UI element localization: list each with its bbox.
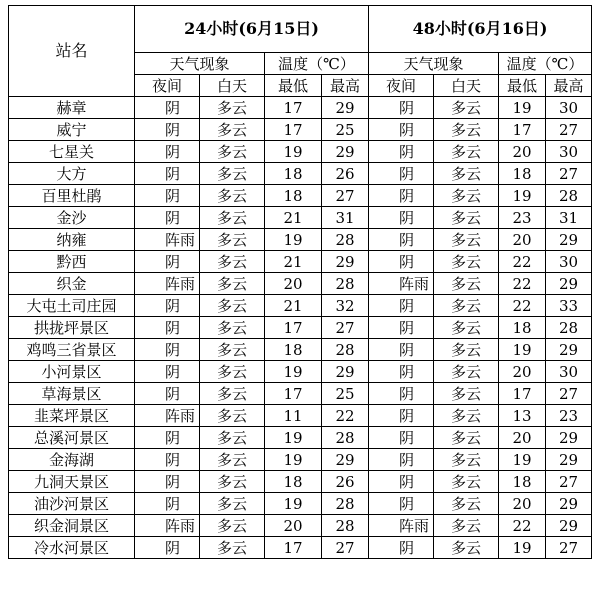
station-name: 韭菜坪景区 bbox=[9, 405, 135, 427]
night-weather-48h: 阴 bbox=[369, 339, 434, 361]
max-temp-24h: 27 bbox=[322, 185, 369, 207]
header-station: 站名 bbox=[9, 6, 135, 97]
min-temp-48h: 20 bbox=[499, 229, 546, 251]
day-weather-48h: 多云 bbox=[434, 361, 499, 383]
night-weather-48h: 阴 bbox=[369, 207, 434, 229]
header-night-24h: 夜间 bbox=[135, 75, 200, 97]
table-row bbox=[9, 493, 592, 515]
day-weather-24h: 多云 bbox=[200, 515, 265, 537]
station-name: 油沙河景区 bbox=[9, 493, 135, 515]
table-row bbox=[9, 515, 592, 537]
night-weather-48h: 阴 bbox=[369, 119, 434, 141]
station-name: 鸡鸣三省景区 bbox=[9, 339, 135, 361]
min-temp-24h: 21 bbox=[265, 295, 322, 317]
header-weather-48h: 天气现象 bbox=[369, 53, 499, 75]
station-name: 冷水河景区 bbox=[9, 537, 135, 559]
night-weather-24h: 阴 bbox=[135, 449, 200, 471]
night-weather-24h: 阴 bbox=[135, 383, 200, 405]
min-temp-48h: 19 bbox=[499, 97, 546, 119]
min-temp-24h: 18 bbox=[265, 163, 322, 185]
max-temp-48h: 29 bbox=[546, 449, 592, 471]
night-weather-48h: 阴 bbox=[369, 185, 434, 207]
header-weather-24h: 天气现象 bbox=[135, 53, 265, 75]
min-temp-24h: 20 bbox=[265, 273, 322, 295]
min-temp-48h: 18 bbox=[499, 317, 546, 339]
day-weather-24h: 多云 bbox=[200, 471, 265, 493]
station-name: 大方 bbox=[9, 163, 135, 185]
table-row bbox=[9, 163, 592, 185]
header-period-24h: 24小时(6月15日) bbox=[135, 6, 369, 53]
day-weather-24h: 多云 bbox=[200, 449, 265, 471]
min-temp-48h: 19 bbox=[499, 449, 546, 471]
night-weather-48h: 阵雨 bbox=[369, 515, 434, 537]
night-weather-24h: 阴 bbox=[135, 163, 200, 185]
day-weather-48h: 多云 bbox=[434, 185, 499, 207]
day-weather-24h: 多云 bbox=[200, 339, 265, 361]
station-name: 总溪河景区 bbox=[9, 427, 135, 449]
station-name: 九洞天景区 bbox=[9, 471, 135, 493]
min-temp-48h: 23 bbox=[499, 207, 546, 229]
night-weather-24h: 阵雨 bbox=[135, 405, 200, 427]
day-weather-24h: 多云 bbox=[200, 251, 265, 273]
min-temp-48h: 19 bbox=[499, 339, 546, 361]
day-weather-48h: 多云 bbox=[434, 163, 499, 185]
min-temp-48h: 22 bbox=[499, 295, 546, 317]
station-name: 拱拢坪景区 bbox=[9, 317, 135, 339]
min-temp-48h: 13 bbox=[499, 405, 546, 427]
night-weather-48h: 阴 bbox=[369, 251, 434, 273]
min-temp-48h: 17 bbox=[499, 383, 546, 405]
night-weather-24h: 阴 bbox=[135, 537, 200, 559]
day-weather-48h: 多云 bbox=[434, 207, 499, 229]
day-weather-24h: 多云 bbox=[200, 229, 265, 251]
min-temp-24h: 18 bbox=[265, 185, 322, 207]
night-weather-24h: 阵雨 bbox=[135, 273, 200, 295]
night-weather-48h: 阴 bbox=[369, 317, 434, 339]
night-weather-48h: 阴 bbox=[369, 537, 434, 559]
table-row bbox=[9, 119, 592, 141]
day-weather-48h: 多云 bbox=[434, 229, 499, 251]
day-weather-24h: 多云 bbox=[200, 207, 265, 229]
night-weather-48h: 阴 bbox=[369, 427, 434, 449]
table-row bbox=[9, 405, 592, 427]
max-temp-24h: 29 bbox=[322, 361, 369, 383]
max-temp-48h: 29 bbox=[546, 515, 592, 537]
table-row bbox=[9, 185, 592, 207]
table-row bbox=[9, 471, 592, 493]
max-temp-24h: 29 bbox=[322, 449, 369, 471]
header-max-48h: 最高 bbox=[546, 75, 592, 97]
table-row bbox=[9, 295, 592, 317]
day-weather-48h: 多云 bbox=[434, 317, 499, 339]
day-weather-48h: 多云 bbox=[434, 119, 499, 141]
station-name: 赫章 bbox=[9, 97, 135, 119]
night-weather-24h: 阴 bbox=[135, 97, 200, 119]
max-temp-24h: 26 bbox=[322, 163, 369, 185]
night-weather-48h: 阴 bbox=[369, 493, 434, 515]
max-temp-48h: 27 bbox=[546, 119, 592, 141]
min-temp-48h: 20 bbox=[499, 141, 546, 163]
table-row bbox=[9, 97, 592, 119]
day-weather-48h: 多云 bbox=[434, 273, 499, 295]
night-weather-24h: 阴 bbox=[135, 251, 200, 273]
min-temp-24h: 19 bbox=[265, 361, 322, 383]
day-weather-24h: 多云 bbox=[200, 317, 265, 339]
header-min-48h: 最低 bbox=[499, 75, 546, 97]
night-weather-24h: 阴 bbox=[135, 339, 200, 361]
station-name: 纳雍 bbox=[9, 229, 135, 251]
min-temp-24h: 18 bbox=[265, 339, 322, 361]
day-weather-48h: 多云 bbox=[434, 405, 499, 427]
night-weather-24h: 阴 bbox=[135, 427, 200, 449]
max-temp-24h: 27 bbox=[322, 537, 369, 559]
max-temp-48h: 28 bbox=[546, 317, 592, 339]
day-weather-24h: 多云 bbox=[200, 273, 265, 295]
table-body bbox=[9, 97, 592, 559]
header-temperature-48h: 温度（℃） bbox=[499, 53, 592, 75]
day-weather-48h: 多云 bbox=[434, 515, 499, 537]
max-temp-48h: 27 bbox=[546, 537, 592, 559]
max-temp-48h: 30 bbox=[546, 361, 592, 383]
table-row bbox=[9, 427, 592, 449]
day-weather-48h: 多云 bbox=[434, 251, 499, 273]
max-temp-48h: 27 bbox=[546, 163, 592, 185]
max-temp-48h: 30 bbox=[546, 141, 592, 163]
table-row bbox=[9, 537, 592, 559]
min-temp-48h: 22 bbox=[499, 273, 546, 295]
night-weather-48h: 阴 bbox=[369, 449, 434, 471]
min-temp-24h: 18 bbox=[265, 471, 322, 493]
max-temp-24h: 25 bbox=[322, 383, 369, 405]
max-temp-24h: 22 bbox=[322, 405, 369, 427]
station-name: 金沙 bbox=[9, 207, 135, 229]
min-temp-24h: 19 bbox=[265, 493, 322, 515]
day-weather-24h: 多云 bbox=[200, 119, 265, 141]
header-period-48h: 48小时(6月16日) bbox=[369, 6, 592, 53]
min-temp-24h: 19 bbox=[265, 229, 322, 251]
night-weather-48h: 阴 bbox=[369, 295, 434, 317]
night-weather-24h: 阴 bbox=[135, 493, 200, 515]
station-name: 小河景区 bbox=[9, 361, 135, 383]
night-weather-48h: 阴 bbox=[369, 141, 434, 163]
day-weather-48h: 多云 bbox=[434, 427, 499, 449]
night-weather-24h: 阴 bbox=[135, 185, 200, 207]
max-temp-48h: 29 bbox=[546, 339, 592, 361]
min-temp-48h: 19 bbox=[499, 185, 546, 207]
max-temp-24h: 28 bbox=[322, 339, 369, 361]
table-row bbox=[9, 361, 592, 383]
max-temp-24h: 32 bbox=[322, 295, 369, 317]
night-weather-48h: 阴 bbox=[369, 97, 434, 119]
day-weather-48h: 多云 bbox=[434, 383, 499, 405]
station-name: 百里杜鹃 bbox=[9, 185, 135, 207]
night-weather-48h: 阴 bbox=[369, 361, 434, 383]
day-weather-48h: 多云 bbox=[434, 141, 499, 163]
max-temp-48h: 27 bbox=[546, 383, 592, 405]
min-temp-24h: 21 bbox=[265, 251, 322, 273]
night-weather-48h: 阴 bbox=[369, 229, 434, 251]
day-weather-24h: 多云 bbox=[200, 185, 265, 207]
day-weather-24h: 多云 bbox=[200, 141, 265, 163]
day-weather-24h: 多云 bbox=[200, 97, 265, 119]
min-temp-24h: 17 bbox=[265, 383, 322, 405]
max-temp-48h: 23 bbox=[546, 405, 592, 427]
night-weather-24h: 阵雨 bbox=[135, 515, 200, 537]
header-temperature-24h: 温度（℃） bbox=[265, 53, 369, 75]
max-temp-48h: 29 bbox=[546, 273, 592, 295]
max-temp-48h: 30 bbox=[546, 251, 592, 273]
night-weather-24h: 阴 bbox=[135, 317, 200, 339]
day-weather-24h: 多云 bbox=[200, 537, 265, 559]
table-row bbox=[9, 273, 592, 295]
table-row bbox=[9, 339, 592, 361]
max-temp-48h: 31 bbox=[546, 207, 592, 229]
table-row bbox=[9, 317, 592, 339]
min-temp-24h: 19 bbox=[265, 427, 322, 449]
min-temp-24h: 20 bbox=[265, 515, 322, 537]
header-max-24h: 最高 bbox=[322, 75, 369, 97]
station-name: 织金 bbox=[9, 273, 135, 295]
min-temp-24h: 11 bbox=[265, 405, 322, 427]
max-temp-24h: 28 bbox=[322, 229, 369, 251]
min-temp-48h: 19 bbox=[499, 537, 546, 559]
station-name: 金海湖 bbox=[9, 449, 135, 471]
max-temp-48h: 30 bbox=[546, 97, 592, 119]
min-temp-24h: 17 bbox=[265, 537, 322, 559]
header-day-48h: 白天 bbox=[434, 75, 499, 97]
table-row bbox=[9, 229, 592, 251]
max-temp-24h: 28 bbox=[322, 273, 369, 295]
max-temp-48h: 29 bbox=[546, 229, 592, 251]
max-temp-24h: 29 bbox=[322, 251, 369, 273]
min-temp-24h: 19 bbox=[265, 449, 322, 471]
max-temp-24h: 29 bbox=[322, 97, 369, 119]
max-temp-48h: 28 bbox=[546, 185, 592, 207]
station-name: 织金洞景区 bbox=[9, 515, 135, 537]
header-night-48h: 夜间 bbox=[369, 75, 434, 97]
day-weather-24h: 多云 bbox=[200, 163, 265, 185]
day-weather-24h: 多云 bbox=[200, 493, 265, 515]
min-temp-48h: 20 bbox=[499, 427, 546, 449]
table-row bbox=[9, 449, 592, 471]
max-temp-24h: 25 bbox=[322, 119, 369, 141]
min-temp-48h: 20 bbox=[499, 361, 546, 383]
min-temp-48h: 22 bbox=[499, 515, 546, 537]
day-weather-48h: 多云 bbox=[434, 339, 499, 361]
table-row bbox=[9, 251, 592, 273]
day-weather-48h: 多云 bbox=[434, 449, 499, 471]
min-temp-24h: 17 bbox=[265, 119, 322, 141]
night-weather-48h: 阴 bbox=[369, 471, 434, 493]
min-temp-48h: 22 bbox=[499, 251, 546, 273]
max-temp-24h: 31 bbox=[322, 207, 369, 229]
min-temp-48h: 17 bbox=[499, 119, 546, 141]
station-name: 大屯土司庄园 bbox=[9, 295, 135, 317]
max-temp-24h: 26 bbox=[322, 471, 369, 493]
day-weather-48h: 多云 bbox=[434, 471, 499, 493]
night-weather-24h: 阴 bbox=[135, 361, 200, 383]
max-temp-48h: 29 bbox=[546, 427, 592, 449]
night-weather-48h: 阴 bbox=[369, 163, 434, 185]
max-temp-24h: 28 bbox=[322, 427, 369, 449]
day-weather-24h: 多云 bbox=[200, 295, 265, 317]
table-row bbox=[9, 141, 592, 163]
night-weather-48h: 阴 bbox=[369, 383, 434, 405]
night-weather-24h: 阴 bbox=[135, 295, 200, 317]
min-temp-24h: 19 bbox=[265, 141, 322, 163]
station-name: 黔西 bbox=[9, 251, 135, 273]
day-weather-24h: 多云 bbox=[200, 405, 265, 427]
night-weather-24h: 阵雨 bbox=[135, 229, 200, 251]
night-weather-24h: 阴 bbox=[135, 119, 200, 141]
min-temp-24h: 17 bbox=[265, 317, 322, 339]
max-temp-24h: 28 bbox=[322, 515, 369, 537]
day-weather-48h: 多云 bbox=[434, 493, 499, 515]
night-weather-48h: 阵雨 bbox=[369, 273, 434, 295]
station-name: 草海景区 bbox=[9, 383, 135, 405]
min-temp-48h: 18 bbox=[499, 471, 546, 493]
max-temp-24h: 29 bbox=[322, 141, 369, 163]
header-min-24h: 最低 bbox=[265, 75, 322, 97]
table-row bbox=[9, 383, 592, 405]
station-name: 七星关 bbox=[9, 141, 135, 163]
night-weather-24h: 阴 bbox=[135, 141, 200, 163]
table-row bbox=[9, 207, 592, 229]
max-temp-48h: 33 bbox=[546, 295, 592, 317]
night-weather-48h: 阴 bbox=[369, 405, 434, 427]
min-temp-48h: 20 bbox=[499, 493, 546, 515]
weather-forecast-table bbox=[8, 5, 592, 559]
night-weather-24h: 阴 bbox=[135, 207, 200, 229]
min-temp-48h: 18 bbox=[499, 163, 546, 185]
max-temp-48h: 27 bbox=[546, 471, 592, 493]
day-weather-48h: 多云 bbox=[434, 537, 499, 559]
min-temp-24h: 21 bbox=[265, 207, 322, 229]
max-temp-24h: 27 bbox=[322, 317, 369, 339]
day-weather-24h: 多云 bbox=[200, 361, 265, 383]
station-name: 威宁 bbox=[9, 119, 135, 141]
min-temp-24h: 17 bbox=[265, 97, 322, 119]
day-weather-48h: 多云 bbox=[434, 295, 499, 317]
header-day-24h: 白天 bbox=[200, 75, 265, 97]
night-weather-24h: 阴 bbox=[135, 471, 200, 493]
max-temp-24h: 28 bbox=[322, 493, 369, 515]
day-weather-48h: 多云 bbox=[434, 97, 499, 119]
max-temp-48h: 29 bbox=[546, 493, 592, 515]
day-weather-24h: 多云 bbox=[200, 383, 265, 405]
day-weather-24h: 多云 bbox=[200, 427, 265, 449]
